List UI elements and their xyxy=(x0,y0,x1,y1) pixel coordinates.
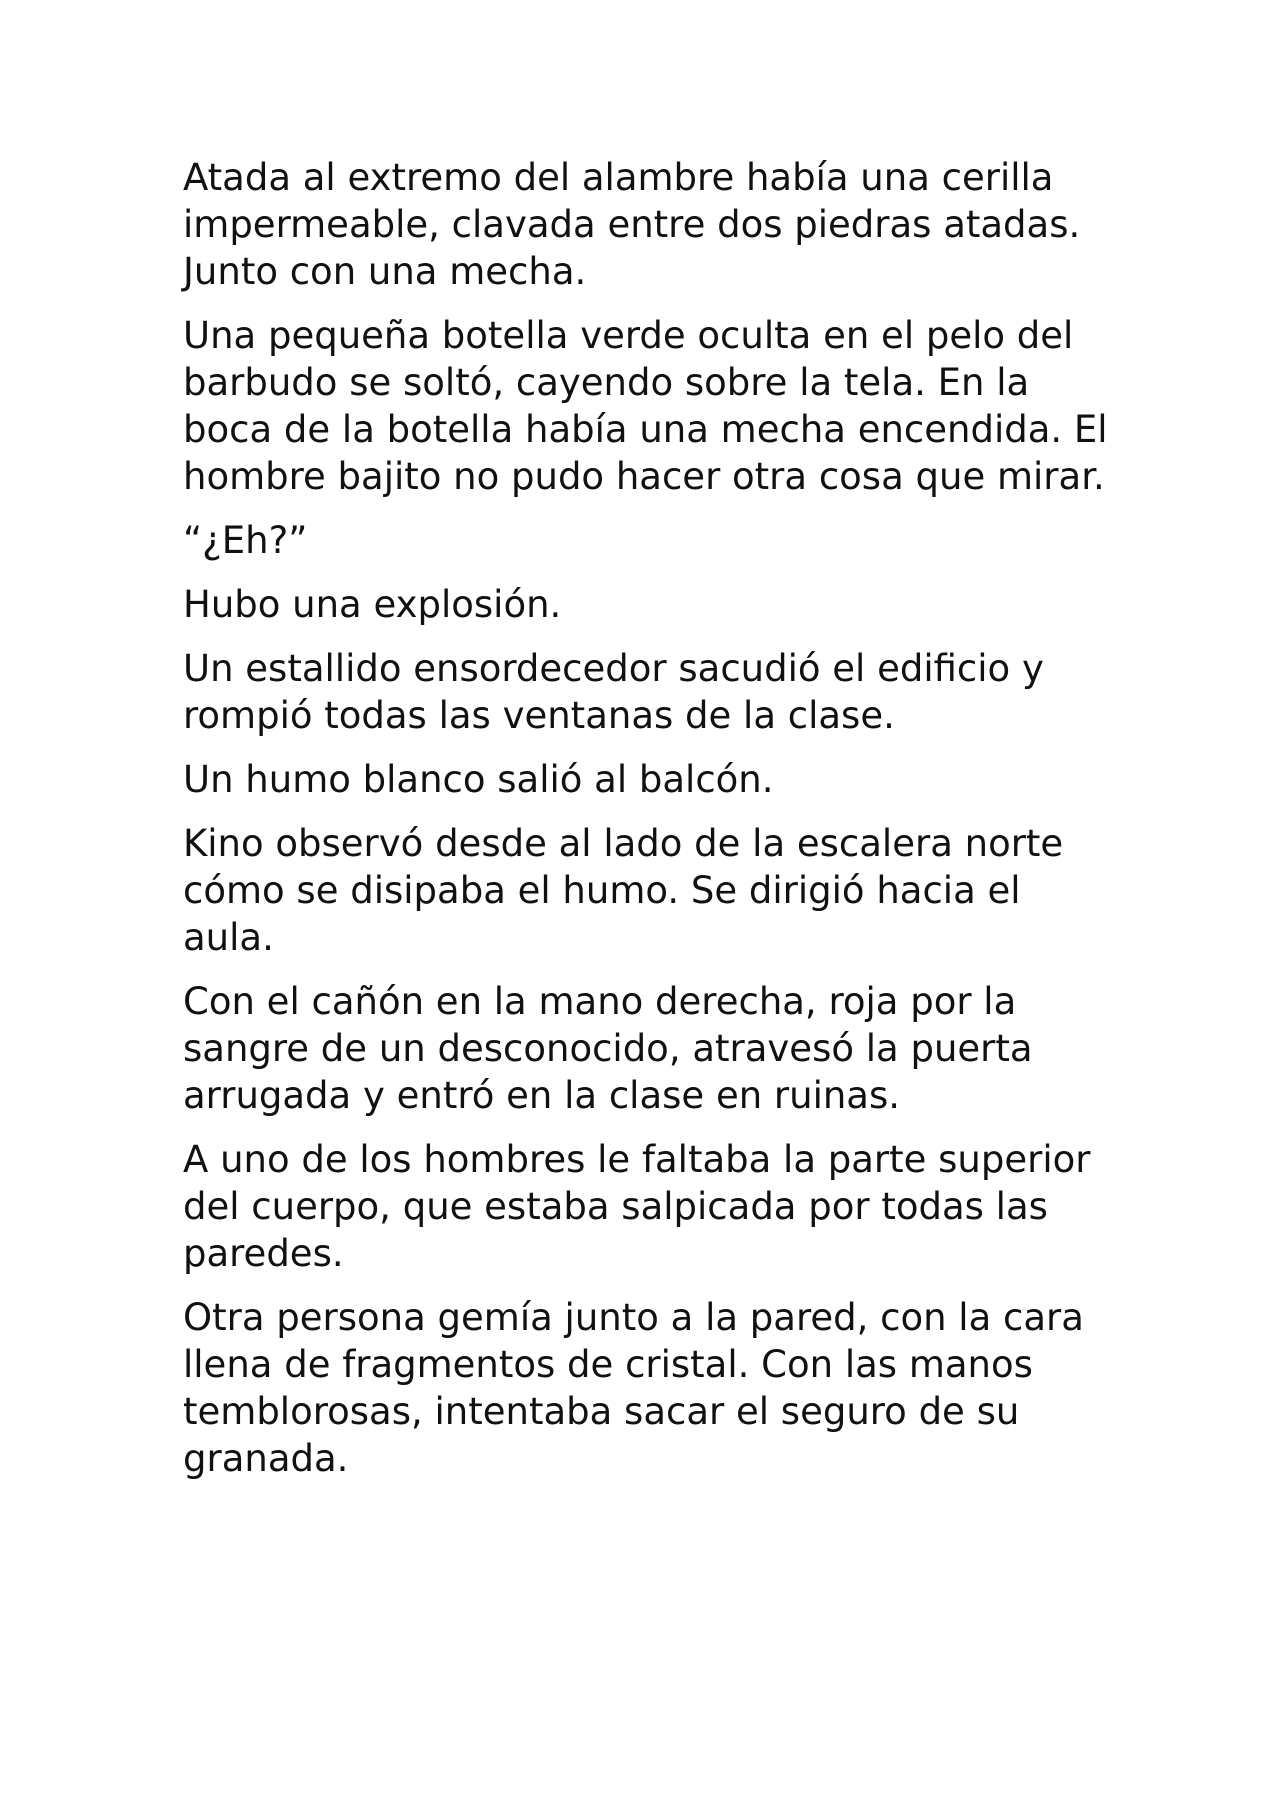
paragraph: Un estallido ensordecedor sacudió el edificio y rompió todas las ventanas de la clase. xyxy=(183,647,1044,737)
paragraph: Atada al extremo del alambre había una cerilla impermeable, clavada entre dos piedras atadas. Junto con una mecha. xyxy=(183,156,1081,293)
paragraph: Un humo blanco salió al balcón. xyxy=(183,758,774,801)
paragraph: Kino observó desde al lado de la escalera norte cómo se disipaba el humo. Se dirigió hacia el aula. xyxy=(183,822,1064,959)
paragraph: Otra persona gemía junto a la pared, con la cara llena de fragmentos de cristal. Con las manos temblorosas, intentaba sacar el seguro de su granada. xyxy=(183,1296,1084,1480)
paragraph: Una pequeña botella verde oculta en el pelo del barbudo se soltó, cayendo sobre la tela. En la boca de la botella había una mecha encendida. El hombre bajito no pudo hacer otra cosa que mirar. xyxy=(183,314,1108,498)
paragraph: Con el cañón en la mano derecha, roja por la sangre de un desconocido, atravesó la puerta arrugada y entró en la clase en ruinas. xyxy=(183,980,1033,1117)
paragraph: A uno de los hombres le faltaba la parte superior del cuerpo, que estaba salpicada por todas las paredes. xyxy=(183,1138,1091,1275)
paragraph: Hubo una explosión. xyxy=(183,583,562,626)
document-page xyxy=(183,154,1123,1499)
paragraph: “¿Eh?” xyxy=(183,519,308,562)
